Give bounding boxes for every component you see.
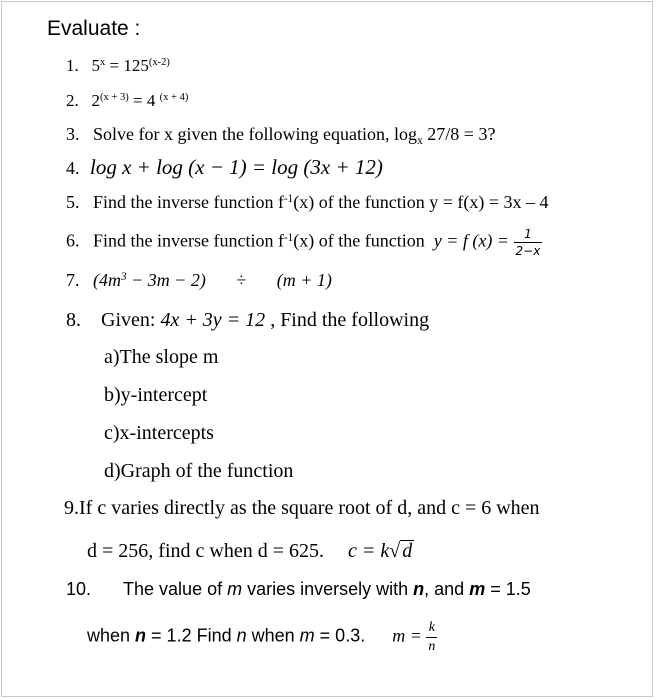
subitem-d: d)Graph of the function [104,460,294,482]
item-number: 6. [66,230,80,251]
item-7: 7. $(4m^3 - 3m - 2) \div (m + 1)$ [66,270,332,290]
item-6: 6. Find the inverse function $f^{-1}(x)$ of the function y = f (x) = $\frac{1}{2-x}$ [66,227,541,258]
fraction: $\frac{k}{n}$ [428,620,436,654]
log-equation: log x + log (x − 1) = log (3x + 12) [90,155,383,179]
item-2: 2. $2^{(x + 3)} = 4$ $^{(x + 4)}$ [66,91,189,110]
divide-sign: ÷ [236,270,247,290]
item-9: 9.If c varies directly as the square root of d, and c = 6 when [64,497,540,519]
item-1: 1. $5^x = 125^{(x-2)}$ [66,56,170,75]
item-number: 2. [66,91,79,110]
heading: Evaluate : [47,17,141,40]
subitem-c: c)x-intercepts [104,422,214,444]
sqrt-sign: √ [389,540,401,562]
item-9-line-2: d = 256, find c when d = 625. c = k√ d [87,540,413,562]
item-number: 3. [66,124,80,144]
item-number: 5. [66,192,80,212]
item-8: 8. Given: 4x + 3y = 12 , Find the following [66,309,430,331]
item-number: 8. [66,309,81,331]
item-number: 1. [66,56,79,75]
item-number: 7. [66,270,80,290]
item-10-line-2: when n = 1.2 Find n when m = 0.3. m = $\frac{k}{n}$ [87,620,436,654]
item-10: 10. The value of m varies inversely with n, and m = 1.5 [66,579,531,599]
item-number: 10. [66,579,92,599]
item-4 [66,157,383,178]
fraction: $\frac{1}{2-x}$ [515,227,541,258]
subitem-a: a)The slope m [104,346,219,368]
item-number: 4. [66,158,80,178]
item-number: 9. [64,497,79,519]
item-3: 3. Solve for x given the following equation, $\log_x 27/8 = 3$? [66,124,496,147]
item-5: 5. Find the inverse function $f^{-1}(x)$ of the function y = f(x) = 3x – 4 [66,192,549,212]
subitem-b: b)y-intercept [104,384,208,406]
